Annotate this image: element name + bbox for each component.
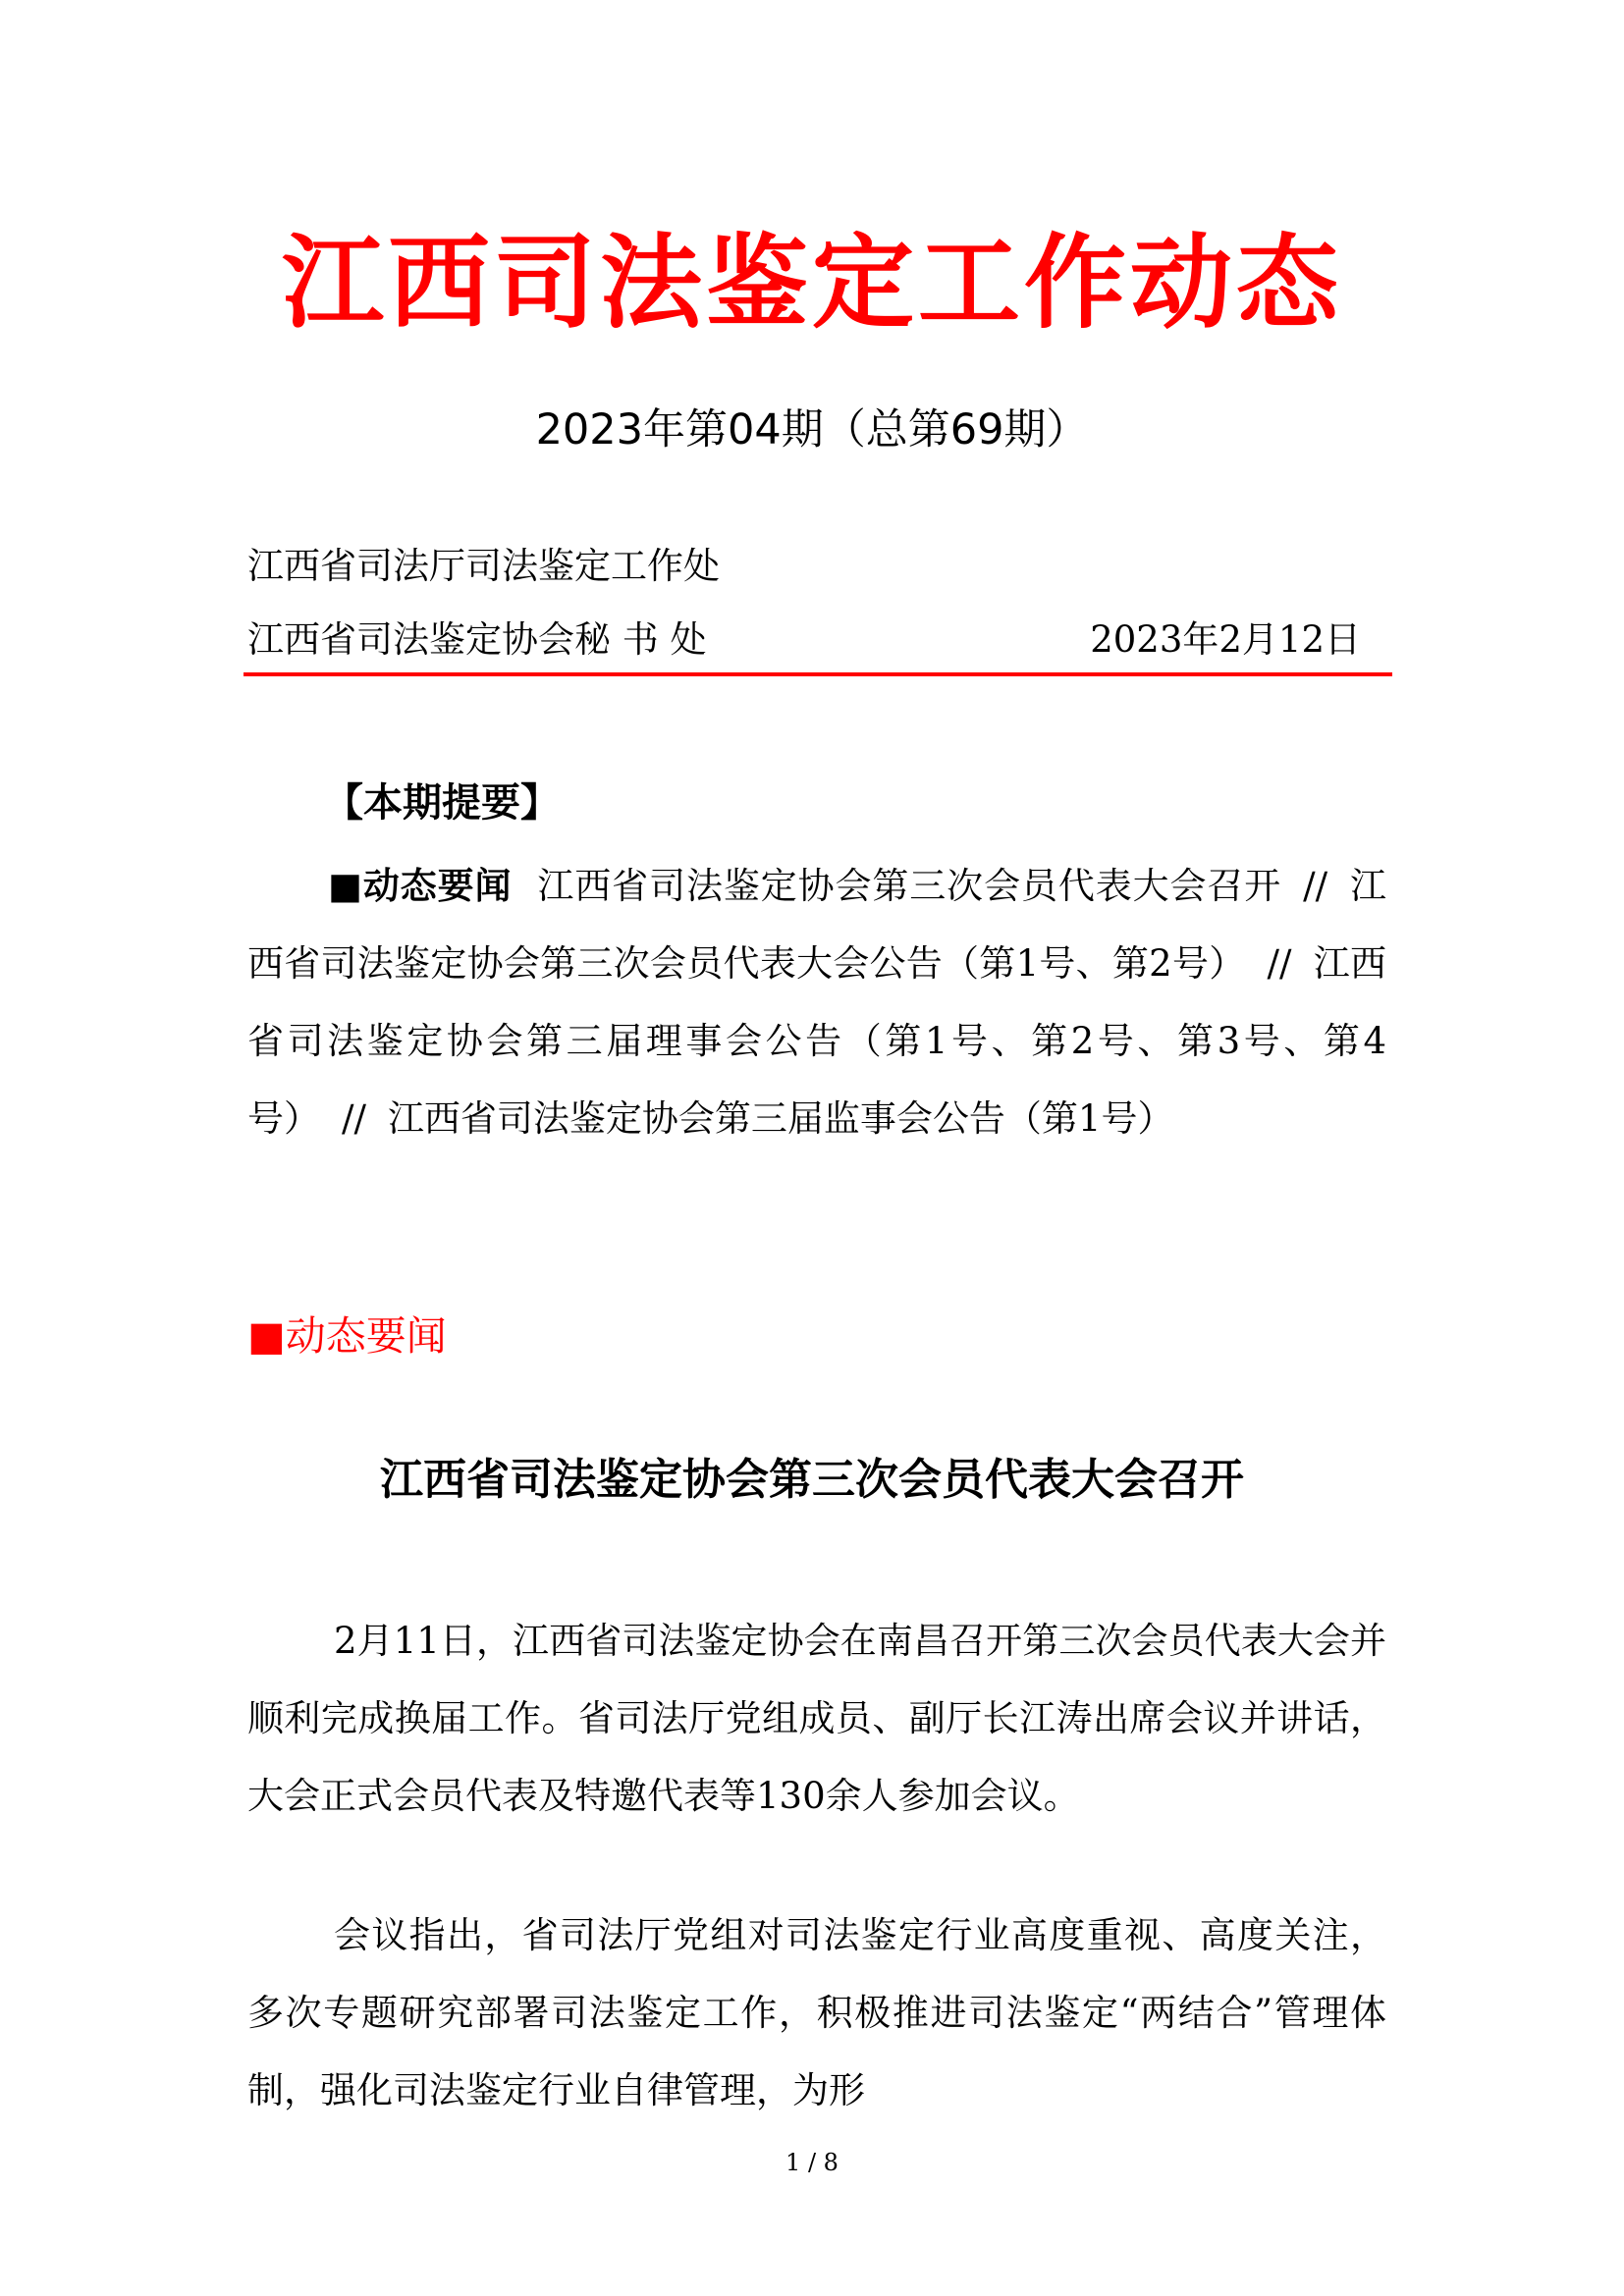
article-title: 江西省司法鉴定协会第三次会员代表大会召开 <box>380 1455 1244 1505</box>
summary-separator: // <box>1267 942 1292 985</box>
masthead-divider <box>244 672 1392 676</box>
article-paragraph: 2月11日，江西省司法鉴定协会在南昌召开第三次会员代表大会并顺利完成换届工作。省司法厅党组成员、副厅长江涛出席会议并讲话，大会正式会员代表及特邀代表等130余人参加会议。 <box>247 1620 1386 1817</box>
masthead-title: 江西司法鉴定工作动态 <box>281 223 1342 343</box>
summary-heading: 【本期提要】 <box>324 780 560 826</box>
summary-separator: // <box>1303 865 1328 907</box>
summary-separator: // <box>342 1097 366 1140</box>
article-paragraph: 会议指出，省司法厅党组对司法鉴定行业高度重视、高度关注，多次专题研究部署司法鉴定工作，积极推进司法鉴定“两结合”管理体制，强化司法鉴定行业自律管理，为形 <box>247 1914 1386 2111</box>
summary-item: 江西省司法鉴定协会第三次会员代表大会召开 <box>537 865 1282 907</box>
section-label: ■动态要闻 <box>247 1312 447 1360</box>
summary-item: 江西省司法鉴定协会第三届理事会公告（第1号、第2号、第3号、第4号） <box>247 942 1386 1140</box>
issue-date: 2023年2月12日 <box>1090 618 1361 661</box>
summary-lead: ■动态要闻 <box>328 865 513 907</box>
summary-item: 江西省司法鉴定协会第三次会员代表大会公告（第1号、第2号） <box>247 865 1386 985</box>
page-number: 1 / 8 <box>785 2149 839 2176</box>
summary-block <box>247 847 1386 1157</box>
issuer-department: 江西省司法厅司法鉴定工作处 <box>247 545 720 587</box>
summary-item: 江西省司法鉴定协会第三届监事会公告（第1号） <box>387 1097 1174 1140</box>
issue-number: 2023年第04期（总第69期） <box>535 405 1089 454</box>
issuer-secretariat: 江西省司法鉴定协会秘 书 处 <box>247 618 707 661</box>
